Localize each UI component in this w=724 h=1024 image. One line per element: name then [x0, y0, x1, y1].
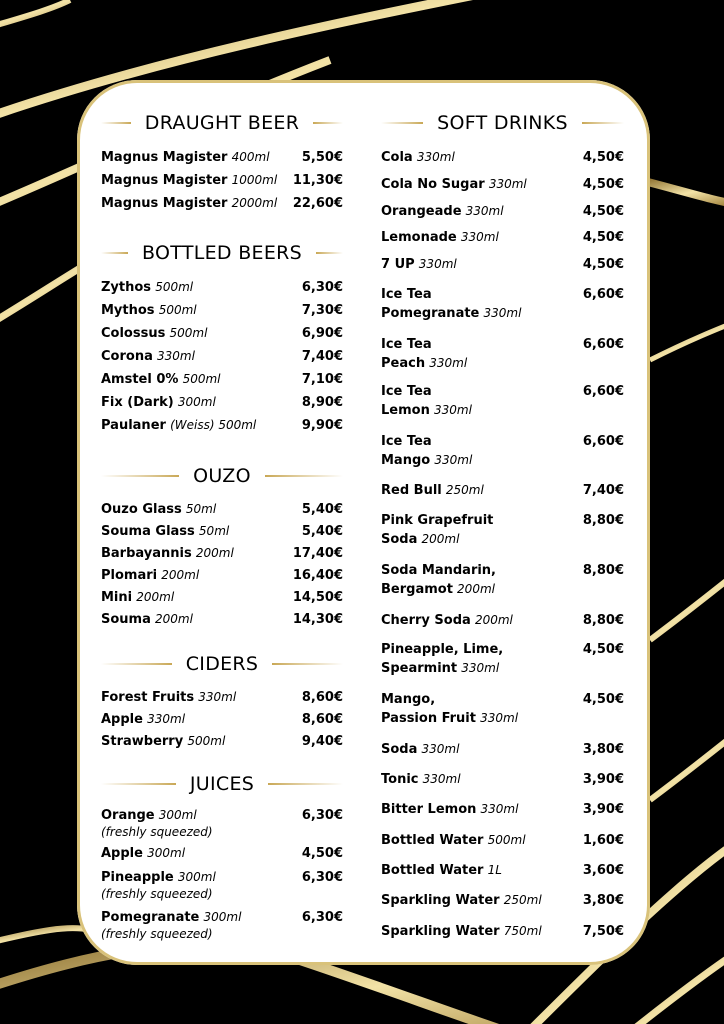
item-size: 330ml — [480, 711, 519, 725]
menu-item — [101, 370, 343, 389]
item-size: 330ml — [480, 802, 519, 816]
item-price: 7,40€ — [301, 349, 343, 364]
item-price: 9,90€ — [301, 418, 343, 433]
menu-item — [101, 908, 343, 941]
menu-item — [101, 301, 343, 320]
menu-item — [101, 610, 343, 629]
item-size: 200ml — [457, 582, 495, 596]
menu-item — [381, 690, 624, 728]
item-price: 6,30€ — [301, 808, 343, 823]
section-title: DRAUGHT BEER — [144, 112, 300, 134]
menu-item — [381, 640, 624, 678]
item-price: 4,50€ — [582, 642, 624, 657]
item-name: Sparkling Water — [381, 924, 500, 939]
section-title: SOFT DRINKS — [437, 112, 568, 134]
item-price: 16,40€ — [292, 568, 343, 583]
item-size: 400ml — [231, 150, 270, 164]
item-size: 1L — [487, 863, 502, 877]
menu-item — [101, 278, 343, 297]
item-name: Pineapple — [101, 870, 174, 885]
item-size: 500ml — [487, 833, 526, 847]
item-size: 330ml — [488, 177, 527, 191]
item-price: 8,60€ — [301, 690, 343, 705]
item-name: Orange — [101, 808, 155, 823]
item-size: 330ml — [429, 356, 468, 370]
item-name: Cola — [381, 150, 413, 165]
item-size: 330ml — [421, 742, 460, 756]
item-size: 250ml — [445, 483, 484, 497]
menu-item — [101, 588, 343, 607]
item-note: (freshly squeezed) — [101, 887, 213, 901]
item-price: 8,80€ — [582, 563, 624, 578]
item-name: Mythos — [101, 303, 155, 318]
section-title: BOTTLED BEERS — [142, 242, 303, 264]
item-size: 330ml — [461, 661, 500, 675]
item-price: 8,80€ — [582, 513, 624, 528]
item-name-line2: Pomegranate — [381, 306, 480, 321]
item-size: 200ml — [155, 612, 193, 626]
item-size: 750ml — [503, 924, 542, 938]
item-name: Lemonade — [381, 230, 457, 245]
menu-item — [381, 285, 624, 323]
header-rule — [101, 783, 176, 785]
menu-item — [381, 481, 624, 500]
item-size: 300ml — [203, 910, 242, 924]
header-rule — [101, 475, 179, 477]
menu-item — [101, 194, 343, 213]
item-price: 5,50€ — [301, 150, 343, 165]
menu-item — [381, 861, 624, 880]
item-price: 6,60€ — [582, 384, 624, 399]
item-name: Mango, — [381, 692, 436, 707]
item-name: Ouzo Glass — [101, 502, 182, 517]
item-name: Fix (Dark) — [101, 395, 174, 410]
header-rule — [381, 122, 423, 124]
item-size: 1000ml — [231, 173, 278, 187]
item-size: 2000ml — [231, 196, 278, 210]
item-price: 11,30€ — [292, 173, 343, 188]
item-name: Amstel 0% — [101, 372, 179, 387]
menu-item — [101, 868, 343, 901]
item-price: 5,40€ — [301, 502, 343, 517]
item-price: 7,40€ — [582, 483, 624, 498]
menu-item — [101, 688, 343, 707]
item-size: 330ml — [465, 204, 504, 218]
menu-item — [101, 393, 343, 412]
item-name: Cherry Soda — [381, 613, 471, 628]
item-name: Magnus Magister — [101, 173, 228, 188]
item-price: 4,50€ — [582, 177, 624, 192]
menu-item — [381, 831, 624, 850]
section-header-ouzo — [101, 461, 343, 491]
item-size: 200ml — [136, 590, 175, 604]
header-rule — [582, 122, 624, 124]
menu-item — [381, 922, 624, 941]
item-price: 4,50€ — [582, 150, 624, 165]
header-rule — [268, 783, 343, 785]
item-name-line2: Soda — [381, 532, 418, 547]
item-size: 330ml — [460, 230, 499, 244]
item-price: 3,80€ — [582, 742, 624, 757]
item-price: 6,30€ — [301, 870, 343, 885]
section-header-soft — [381, 108, 624, 138]
item-price: 8,60€ — [301, 712, 343, 727]
menu-item — [381, 175, 624, 194]
item-size: 200ml — [421, 532, 460, 546]
item-price: 4,50€ — [582, 257, 624, 272]
menu-item — [381, 611, 624, 630]
menu-card — [77, 80, 650, 965]
item-note: (freshly squeezed) — [101, 825, 213, 839]
header-rule — [313, 122, 343, 124]
menu-item — [101, 710, 343, 729]
item-name: Corona — [101, 349, 153, 364]
header-rule — [101, 252, 128, 254]
menu-item — [101, 416, 343, 435]
menu-item — [381, 800, 624, 819]
item-price: 6,90€ — [301, 326, 343, 341]
item-price: 4,50€ — [301, 846, 343, 861]
item-size: 330ml — [483, 306, 522, 320]
item-note: (freshly squeezed) — [101, 927, 213, 941]
item-price: 3,90€ — [582, 772, 624, 787]
item-name: Plomari — [101, 568, 158, 583]
menu-item — [101, 500, 343, 519]
item-name: Magnus Magister — [101, 150, 228, 165]
menu-item — [381, 202, 624, 221]
header-rule — [101, 122, 131, 124]
menu-item — [101, 544, 343, 563]
item-price: 5,40€ — [301, 524, 343, 539]
item-name: Pink Grapefruit — [381, 513, 494, 528]
menu-item — [381, 255, 624, 274]
section-title: CIDERS — [185, 653, 259, 675]
item-name: Mini — [101, 590, 133, 605]
menu-item — [381, 770, 624, 789]
menu-item — [381, 228, 624, 247]
item-name: Cola No Sugar — [381, 177, 485, 192]
menu-item — [381, 432, 624, 470]
item-size: 300ml — [177, 870, 216, 884]
item-name: Soda — [381, 742, 418, 757]
menu-item — [101, 148, 343, 167]
item-name: Apple — [101, 846, 143, 861]
item-name: Magnus Magister — [101, 196, 228, 211]
item-name: Pineapple, Lime, — [381, 642, 504, 657]
item-size: 300ml — [177, 395, 216, 409]
menu-item — [381, 561, 624, 599]
item-name-line2: Spearmint — [381, 661, 458, 676]
menu-item — [101, 171, 343, 190]
header-rule — [272, 663, 343, 665]
item-price: 17,40€ — [292, 546, 343, 561]
header-rule — [101, 663, 172, 665]
item-name: Souma — [101, 612, 151, 627]
item-price: 3,80€ — [582, 893, 624, 908]
menu-item — [101, 732, 343, 751]
item-name: Forest Fruits — [101, 690, 195, 705]
item-price: 9,40€ — [301, 734, 343, 749]
item-name: Strawberry — [101, 734, 184, 749]
item-price: 4,50€ — [582, 692, 624, 707]
item-price: 6,60€ — [582, 337, 624, 352]
item-size: 330ml — [198, 690, 237, 704]
item-name: Bitter Lemon — [381, 802, 477, 817]
section-title: JUICES — [189, 773, 255, 795]
item-price: 6,60€ — [582, 287, 624, 302]
item-name: Zythos — [101, 280, 152, 295]
item-name-line2: Lemon — [381, 403, 430, 418]
item-name-line2: Peach — [381, 356, 426, 371]
item-size: 330ml — [433, 403, 472, 417]
item-name: Bottled Water — [381, 833, 484, 848]
menu-item — [381, 148, 624, 167]
item-size: 500ml — [169, 326, 208, 340]
item-price: 6,30€ — [301, 910, 343, 925]
item-name: Tonic — [381, 772, 419, 787]
item-size: 330ml — [416, 150, 455, 164]
menu-item — [381, 891, 624, 910]
item-size: 330ml — [418, 257, 457, 271]
item-name: Sparkling Water — [381, 893, 500, 908]
item-size: 200ml — [195, 546, 234, 560]
item-size: 330ml — [147, 712, 186, 726]
menu-item — [381, 511, 624, 549]
item-size: 300ml — [158, 808, 197, 822]
item-price: 4,50€ — [582, 230, 624, 245]
menu-item — [101, 324, 343, 343]
item-name: 7 UP — [381, 257, 415, 272]
item-price: 7,10€ — [301, 372, 343, 387]
item-price: 8,80€ — [582, 613, 624, 628]
item-price: 7,30€ — [301, 303, 343, 318]
item-price: 3,90€ — [582, 802, 624, 817]
item-name: Orangeade — [381, 204, 462, 219]
menu-item — [101, 522, 343, 541]
item-name: Paulaner — [101, 418, 166, 433]
header-rule — [316, 252, 343, 254]
item-size: 330ml — [156, 349, 195, 363]
menu-item — [101, 844, 343, 863]
item-size: 50ml — [198, 524, 230, 538]
item-price: 6,30€ — [301, 280, 343, 295]
menu-item — [101, 347, 343, 366]
item-price: 7,50€ — [582, 924, 624, 939]
item-name: Red Bull — [381, 483, 442, 498]
item-name: Soda Mandarin, — [381, 563, 497, 578]
section-title: OUZO — [193, 465, 251, 487]
section-header-juices — [101, 769, 343, 799]
item-price: 22,60€ — [292, 196, 343, 211]
item-name: Ice Tea — [381, 337, 432, 352]
section-header-bottled — [101, 238, 343, 268]
item-price: 4,50€ — [582, 204, 624, 219]
item-size: 50ml — [185, 502, 217, 516]
item-price: 3,60€ — [582, 863, 624, 878]
item-size: 500ml — [158, 303, 197, 317]
item-size: 500ml — [187, 734, 226, 748]
header-rule — [265, 475, 343, 477]
item-size: 300ml — [147, 846, 186, 860]
section-header-draught — [101, 108, 343, 138]
menu-item — [381, 382, 624, 420]
section-header-ciders — [101, 649, 343, 679]
item-name: Apple — [101, 712, 143, 727]
item-name: Bottled Water — [381, 863, 484, 878]
item-price: 1,60€ — [582, 833, 624, 848]
item-size: 330ml — [434, 453, 473, 467]
item-size: (Weiss) 500ml — [170, 418, 257, 432]
menu-item — [381, 335, 624, 373]
item-size: 330ml — [422, 772, 461, 786]
item-name: Barbayannis — [101, 546, 192, 561]
item-name: Ice Tea — [381, 287, 432, 302]
item-name-line2: Bergamot — [381, 582, 453, 597]
item-name-line2: Passion Fruit — [381, 711, 476, 726]
item-size: 250ml — [503, 893, 542, 907]
item-name: Pomegranate — [101, 910, 200, 925]
item-size: 200ml — [474, 613, 513, 627]
item-size: 500ml — [182, 372, 221, 386]
item-size: 500ml — [155, 280, 194, 294]
item-size: 200ml — [161, 568, 200, 582]
item-name: Ice Tea — [381, 384, 432, 399]
item-price: 14,30€ — [292, 612, 343, 627]
item-name: Souma Glass — [101, 524, 195, 539]
item-name: Colossus — [101, 326, 166, 341]
menu-item — [101, 806, 343, 839]
menu-item — [101, 566, 343, 585]
item-price: 8,90€ — [301, 395, 343, 410]
item-name-line2: Mango — [381, 453, 431, 468]
item-name: Ice Tea — [381, 434, 432, 449]
menu-item — [381, 740, 624, 759]
item-price: 6,60€ — [582, 434, 624, 449]
item-price: 14,50€ — [292, 590, 343, 605]
